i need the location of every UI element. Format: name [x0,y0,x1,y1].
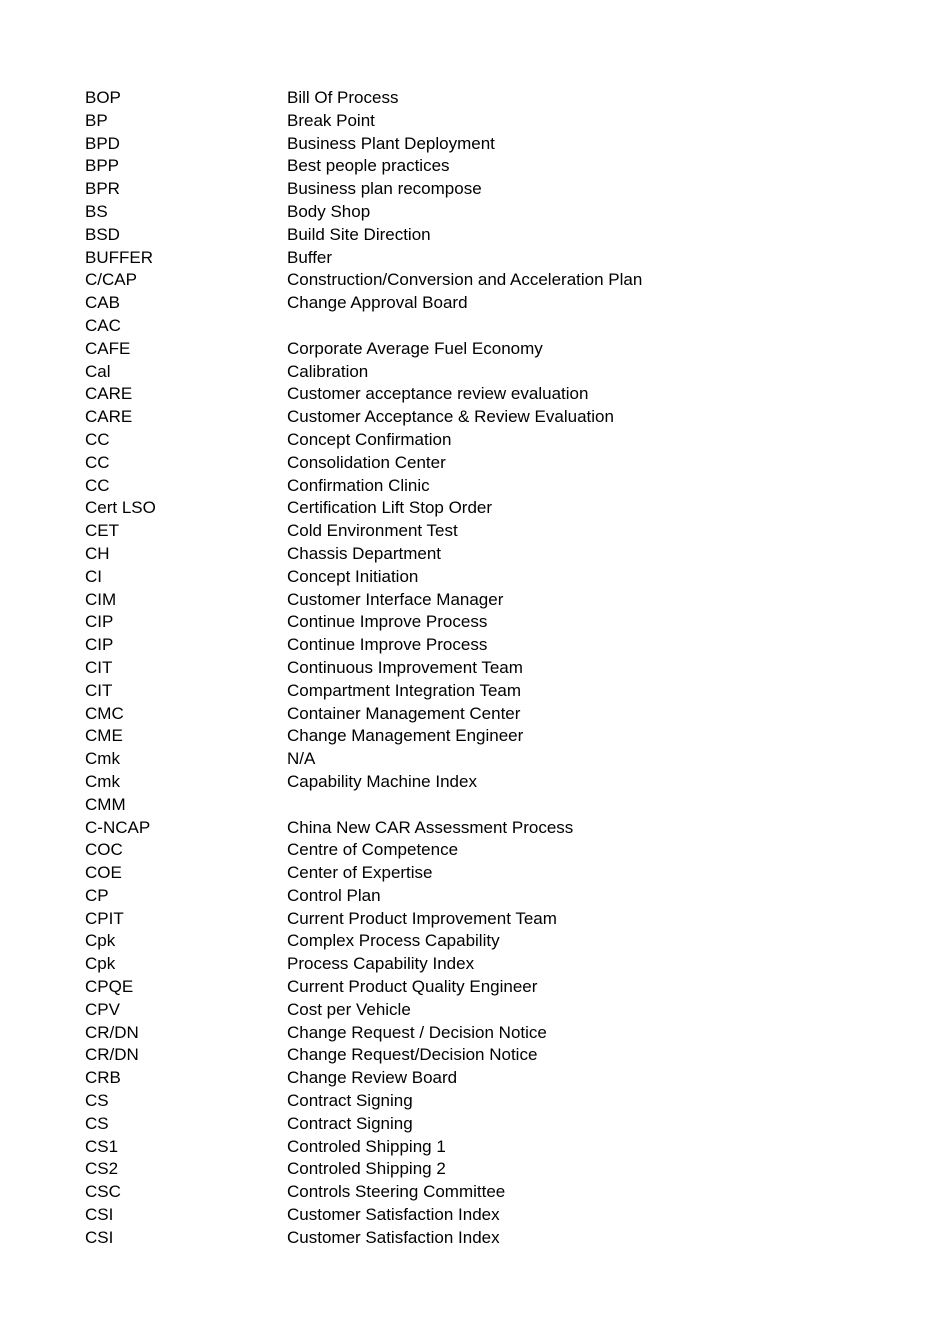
definition: Customer Acceptance & Review Evaluation [287,407,614,427]
abbreviation: CPQE [85,977,134,997]
abbreviation: BP [85,110,108,130]
glossary-row [0,908,950,931]
glossary-row [0,748,950,771]
definition: Business plan recompose [287,179,482,199]
abbreviation: Cmk [85,749,120,769]
glossary-row [0,611,950,634]
definition: Confirmation Clinic [287,475,430,495]
glossary-table [0,87,950,1250]
glossary-row [0,1204,950,1227]
glossary-row [0,930,950,953]
abbreviation: Cal [85,361,111,381]
glossary-row [0,155,950,178]
glossary-row [0,862,950,885]
definition: Best people practices [287,156,450,176]
abbreviation: CIM [85,589,117,609]
definition: Change Management Engineer [287,726,524,746]
definition: Body Shop [287,201,371,221]
glossary-row [0,771,950,794]
definition: Continuous Improvement Team [287,657,523,677]
definition: Center of Expertise [287,863,433,883]
abbreviation: CI [85,566,102,586]
glossary-row [0,1181,950,1204]
abbreviation: Cmk [85,771,120,791]
abbreviation: BUFFER [85,247,153,267]
abbreviation: CS [85,1113,109,1133]
abbreviation: CSI [85,1227,114,1247]
abbreviation: CARE [85,384,133,404]
definition: Build Site Direction [287,224,431,244]
abbreviation: CR/DN [85,1022,139,1042]
definition: Customer Satisfaction Index [287,1227,500,1247]
definition: Complex Process Capability [287,931,500,951]
abbreviation: CS2 [85,1159,119,1179]
definition: Contract Signing [287,1091,413,1111]
definition: Process Capability Index [287,954,475,974]
definition: Concept Confirmation [287,429,452,449]
abbreviation: BSD [85,224,120,244]
abbreviation: CARE [85,407,133,427]
abbreviation: CAC [85,315,121,335]
glossary-row [0,520,950,543]
glossary-row [0,452,950,475]
glossary-row [0,383,950,406]
abbreviation: Cpk [85,931,116,951]
glossary-row [0,657,950,680]
glossary-row [0,1044,950,1067]
glossary-row [0,543,950,566]
glossary-row [0,1158,950,1181]
abbreviation: C/CAP [85,270,137,290]
glossary-row [0,703,950,726]
definition: Controled Shipping 1 [287,1136,446,1156]
glossary-row [0,133,950,156]
glossary-row [0,634,950,657]
abbreviation: COC [85,840,123,860]
glossary-row [0,839,950,862]
definition: Customer Satisfaction Index [287,1205,500,1225]
glossary-row [0,1136,950,1159]
abbreviation: Cert LSO [85,498,156,518]
glossary-row [0,1090,950,1113]
glossary-row [0,976,950,999]
definition: Change Request / Decision Notice [287,1022,547,1042]
abbreviation: CSI [85,1205,114,1225]
definition: Continue Improve Process [287,612,488,632]
definition: Capability Machine Index [287,771,477,791]
glossary-row [0,247,950,270]
abbreviation: CMC [85,703,124,723]
abbreviation: CH [85,543,110,563]
definition: Change Approval Board [287,293,468,313]
glossary-row [0,338,950,361]
definition: Business Plant Deployment [287,133,495,153]
abbreviation: CPV [85,999,120,1019]
abbreviation: BPD [85,133,120,153]
abbreviation: C-NCAP [85,817,151,837]
glossary-row [0,589,950,612]
definition: Cold Environment Test [287,521,458,541]
glossary-row [0,315,950,338]
definition: Current Product Quality Engineer [287,977,538,997]
abbreviation: CRB [85,1068,121,1088]
glossary-row [0,361,950,384]
glossary-row [0,178,950,201]
definition: Controled Shipping 2 [287,1159,446,1179]
abbreviation: Cpk [85,954,116,974]
definition: Buffer [287,247,333,267]
definition: Chassis Department [287,543,442,563]
definition: Change Review Board [287,1068,458,1088]
abbreviation: BPP [85,156,120,176]
abbreviation: CAB [85,293,120,313]
definition: China New CAR Assessment Process [287,817,574,837]
glossary-row [0,680,950,703]
glossary-row [0,87,950,110]
abbreviation: CIP [85,612,114,632]
definition: Control Plan [287,885,381,905]
definition: Construction/Conversion and Acceleration Plan [287,270,643,290]
abbreviation: BS [85,201,108,221]
glossary-row [0,292,950,315]
abbreviation: CC [85,452,110,472]
abbreviation: BOP [85,88,121,107]
abbreviation: CIT [85,680,113,700]
abbreviation: CAFE [85,338,131,358]
abbreviation: CET [85,521,119,541]
glossary-row [0,1113,950,1136]
definition: Bill Of Process [287,88,399,107]
glossary-row [0,497,950,520]
abbreviation: CP [85,885,109,905]
glossary-row [0,429,950,452]
definition: Current Product Improvement Team [287,908,557,928]
definition: Contract Signing [287,1113,413,1133]
definition: Consolidation Center [287,452,446,472]
glossary-row [0,999,950,1022]
glossary-row [0,1022,950,1045]
definition: Change Request/Decision Notice [287,1045,538,1065]
glossary-row [0,269,950,292]
abbreviation: CC [85,429,110,449]
definition: Concept Initiation [287,566,419,586]
glossary-row [0,110,950,133]
definition: Corporate Average Fuel Economy [287,338,543,358]
abbreviation: BPR [85,179,120,199]
abbreviation: CPIT [85,908,124,928]
definition: Cost per Vehicle [287,999,411,1019]
glossary-row [0,406,950,429]
abbreviation: CIT [85,657,113,677]
definition: Container Management Center [287,703,521,723]
definition: Continue Improve Process [287,635,488,655]
definition: N/A [287,749,316,769]
abbreviation: CS [85,1091,109,1111]
glossary-row [0,794,950,817]
abbreviation: CS1 [85,1136,119,1156]
glossary-row [0,224,950,247]
definition: Break Point [287,110,375,130]
glossary-row [0,817,950,840]
definition: Centre of Competence [287,840,459,860]
glossary-row [0,953,950,976]
glossary-row [0,885,950,908]
glossary-row [0,1067,950,1090]
abbreviation: CME [85,726,123,746]
definition: Controls Steering Committee [287,1182,506,1202]
abbreviation: CMM [85,794,126,814]
glossary-row [0,201,950,224]
definition: Calibration [287,361,369,381]
abbreviation: CIP [85,635,114,655]
abbreviation: CC [85,475,110,495]
abbreviation: CR/DN [85,1045,139,1065]
definition: Customer acceptance review evaluation [287,384,589,404]
glossary-row [0,566,950,589]
definition: Certification Lift Stop Order [287,498,493,518]
glossary-row [0,725,950,748]
glossary-row [0,475,950,498]
abbreviation: CSC [85,1182,121,1202]
glossary-row [0,1227,950,1250]
abbreviation: COE [85,863,122,883]
definition: Customer Interface Manager [287,589,504,609]
definition: Compartment Integration Team [287,680,522,700]
